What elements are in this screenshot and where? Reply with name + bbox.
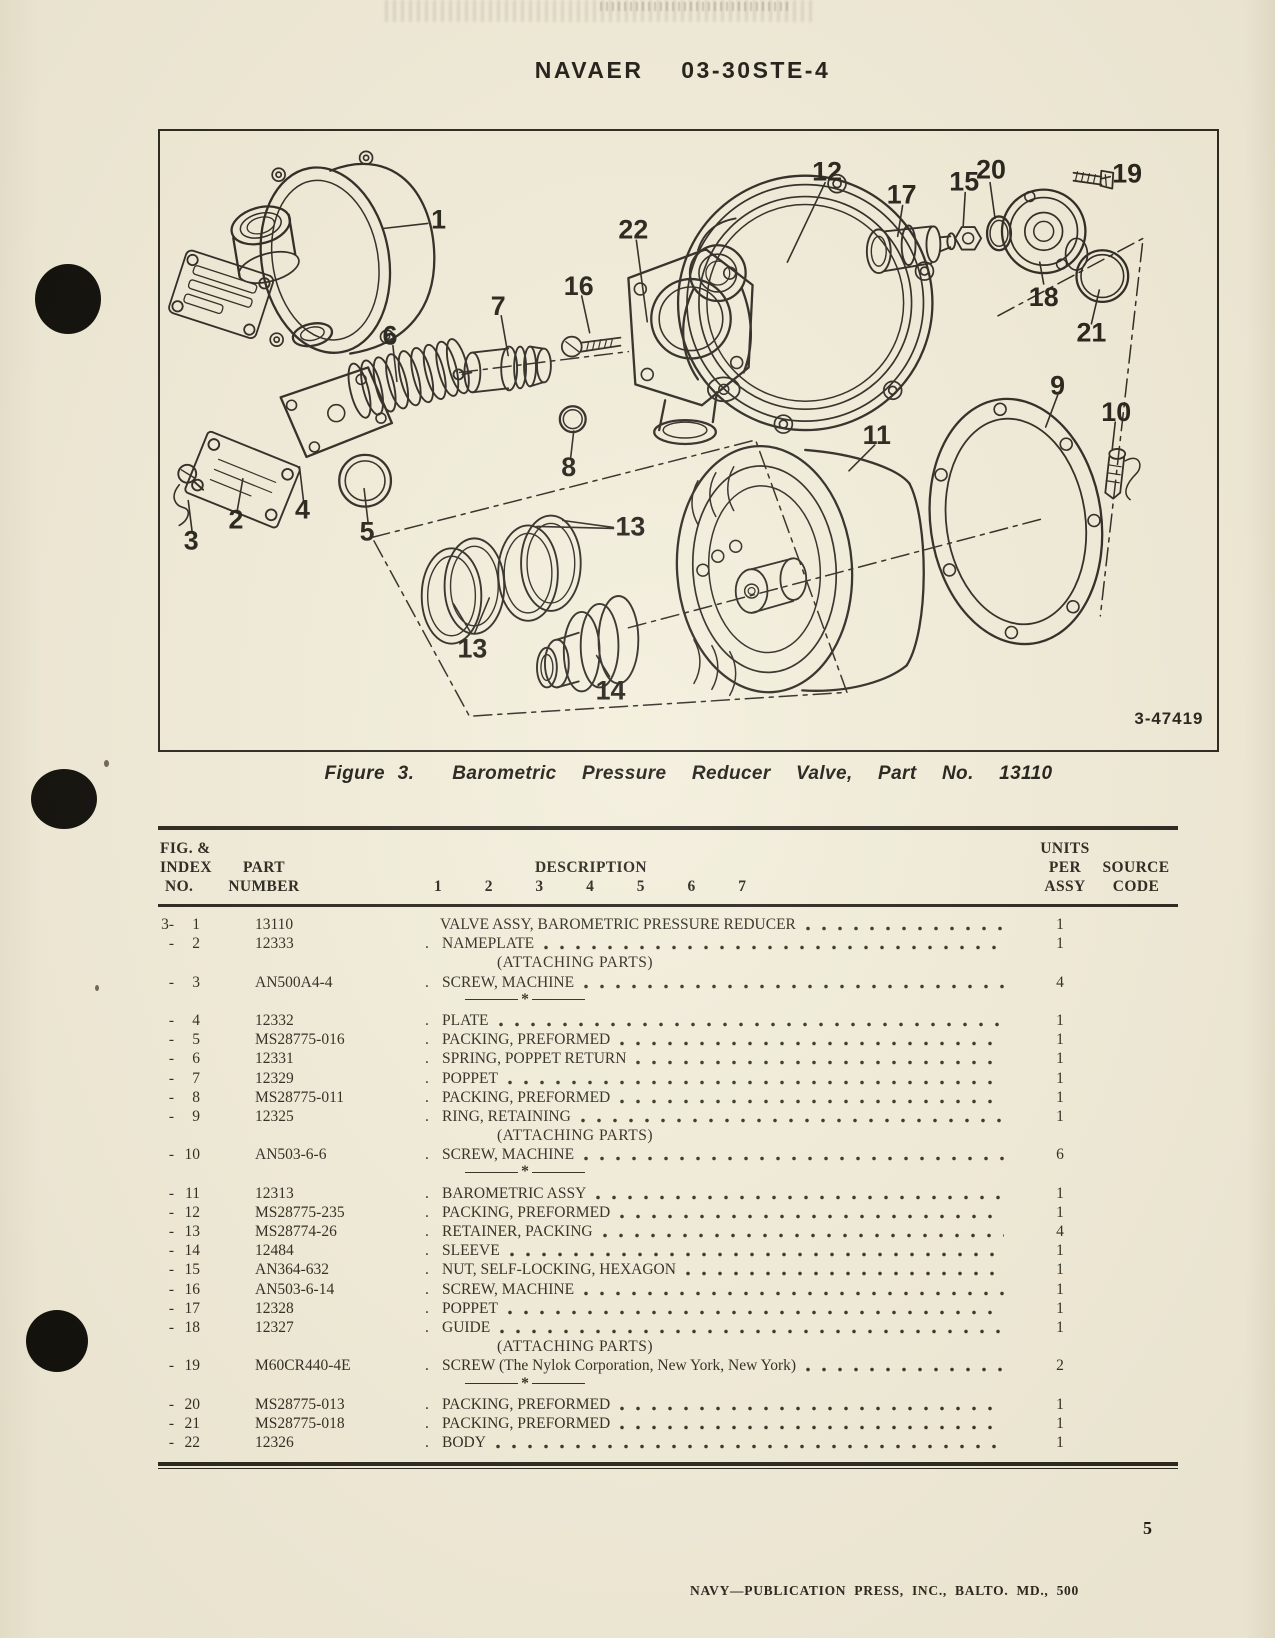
table-body — [158, 907, 1178, 1462]
part-gasket — [914, 388, 1118, 656]
dot-leader — [584, 984, 1004, 989]
cell-fig-index: - 17 — [168, 1299, 200, 1317]
cell-part-number: 12313 — [255, 1184, 294, 1202]
cell-units-per-assy: 1 — [1056, 1050, 1064, 1068]
cell-fig-index: - 15 — [168, 1261, 200, 1279]
table-row — [158, 1089, 1178, 1108]
cell-fig-index: - 21 — [168, 1414, 200, 1432]
cell-description: . RING, RETAINING — [420, 1108, 1010, 1126]
table-rule-bottom — [158, 1462, 1178, 1466]
cell-part-number: 12484 — [255, 1242, 294, 1260]
cell-description: . BODY — [420, 1434, 1010, 1452]
cell-fig-index: - 22 — [168, 1434, 200, 1452]
cell-part-number: MS28775-018 — [255, 1414, 345, 1432]
part-screw-19 — [1074, 171, 1114, 189]
part-oring-21 — [1076, 250, 1128, 302]
table-row — [158, 1012, 1178, 1031]
cell-description: . PACKING, PREFORMED — [420, 1031, 1010, 1049]
cell-fig-index: - 19 — [168, 1357, 200, 1375]
table-row — [158, 1434, 1178, 1453]
cell-description: . PACKING, PREFORMED — [420, 1089, 1010, 1107]
table-row — [158, 1223, 1178, 1242]
cell-separator — [420, 990, 1010, 1008]
column-header-fig-index: FIG. & INDEX NO. — [160, 839, 212, 895]
cell-units-per-assy: 1 — [1056, 1261, 1064, 1279]
cell-units-per-assy: 1 — [1056, 935, 1064, 953]
cell-description: . SCREW (The Nylok Corporation, New York, New York) — [420, 1357, 1010, 1375]
cell-part-number: MS28775-011 — [255, 1088, 344, 1106]
dot-leader — [499, 1022, 1005, 1027]
table-row-separator — [158, 1374, 1178, 1396]
table-row — [158, 1319, 1178, 1338]
cell-description: . PLATE — [420, 1012, 1010, 1030]
cell-fig-index: - 16 — [168, 1280, 200, 1298]
cell-part-number: 12328 — [255, 1299, 294, 1317]
callout-3: 3 — [183, 525, 199, 556]
cell-fig-index: - 12 — [168, 1203, 200, 1221]
callout-6: 6 — [382, 320, 398, 351]
cell-units-per-assy: 1 — [1056, 1184, 1064, 1202]
cell-description: . PACKING, PREFORMED — [420, 1415, 1010, 1433]
callout-13: 13 — [457, 633, 488, 664]
table-header — [158, 830, 1178, 904]
table-row — [158, 1185, 1178, 1204]
column-header-units-per-assy: UNITS PER ASSY — [1040, 839, 1090, 895]
cell-fig-index: - 6 — [168, 1050, 200, 1068]
dot-leader — [620, 1099, 1004, 1104]
dot-leader — [806, 926, 1004, 931]
cell-units-per-assy: 6 — [1056, 1146, 1064, 1164]
cell-units-per-assy: 1 — [1056, 1031, 1064, 1049]
part-oring-20 — [987, 216, 1011, 250]
cell-description: . PACKING, PREFORMED — [420, 1396, 1010, 1414]
cell-units-per-assy: 1 — [1056, 1242, 1064, 1260]
column-header-indent-levels: 1 2 3 4 5 6 7 — [434, 877, 747, 895]
table-row — [158, 1108, 1178, 1127]
cell-part-number: 12325 — [255, 1107, 294, 1125]
callout-5: 5 — [359, 516, 375, 547]
parts-list-table — [158, 826, 1178, 1466]
page-number: 5 — [1143, 1518, 1152, 1538]
table-row-separator — [158, 990, 1178, 1012]
table-row — [158, 1070, 1178, 1089]
table-row — [158, 916, 1178, 935]
cell-units-per-assy: 1 — [1056, 1203, 1064, 1221]
cell-part-number: MS28774-26 — [255, 1223, 337, 1240]
cell-units-per-assy: 1 — [1056, 1280, 1064, 1298]
cell-description: . RETAINER, PACKING — [420, 1223, 1010, 1241]
callout-13: 13 — [615, 511, 646, 542]
part-spring — [344, 337, 473, 420]
callout-12: 12 — [812, 156, 843, 187]
cell-units-per-assy: 2 — [1056, 1357, 1064, 1375]
cell-note: (ATTACHING PARTS) — [497, 1338, 654, 1356]
callout-14: 14 — [595, 675, 626, 706]
cell-units-per-assy: 4 — [1056, 1223, 1064, 1240]
paper-speck — [104, 760, 109, 767]
part-oring-8 — [560, 406, 586, 432]
callout-2: 2 — [228, 504, 244, 535]
cell-fig-index: - 14 — [168, 1242, 200, 1260]
cell-units-per-assy: 1 — [1056, 1318, 1064, 1336]
cell-part-number: MS28775-016 — [255, 1031, 345, 1049]
part-guide — [1002, 190, 1087, 273]
cell-part-number: 12332 — [255, 1011, 294, 1029]
cell-part-number: 12331 — [255, 1050, 294, 1068]
cell-description: . SCREW, MACHINE — [420, 1146, 1010, 1164]
dot-leader — [620, 1425, 1004, 1430]
cell-part-number: AN500A4-4 — [255, 973, 333, 991]
callout-9: 9 — [1050, 370, 1066, 401]
table-row — [158, 1146, 1178, 1165]
table-row — [158, 1031, 1178, 1050]
column-header-part-number: PART NUMBER — [228, 858, 300, 895]
dot-leader — [496, 1444, 1004, 1449]
printer-imprint-line: NAVY—PUBLICATION PRESS, INC., BALTO. MD., 500 — [690, 1583, 1079, 1598]
table-row — [158, 1050, 1178, 1069]
asterisk-separator: * — [465, 1377, 585, 1391]
cell-part-number: MS28775-013 — [255, 1395, 345, 1413]
cell-fig-index: - 20 — [168, 1395, 200, 1413]
cell-description: . SCREW, MACHINE — [420, 974, 1010, 992]
callout-22: 22 — [618, 214, 649, 245]
cell-fig-index: 3- 1 — [161, 916, 200, 933]
cell-units-per-assy: 4 — [1056, 973, 1064, 991]
dot-leader — [620, 1214, 1004, 1219]
cell-description: . SCREW, MACHINE — [420, 1281, 1010, 1299]
paper-speck — [95, 985, 99, 991]
table-row — [158, 1242, 1178, 1261]
cell-units-per-assy: 1 — [1056, 1069, 1064, 1087]
dot-leader — [806, 1367, 1004, 1372]
dot-leader — [620, 1406, 1004, 1411]
callout-11: 11 — [862, 419, 891, 450]
cell-fig-index: - 2 — [168, 935, 200, 953]
cell-fig-index: - 9 — [168, 1107, 200, 1125]
cell-description: . SPRING, POPPET RETURN — [420, 1050, 1010, 1068]
callout-8: 8 — [561, 451, 577, 482]
table-row-attaching-parts — [158, 1338, 1178, 1357]
cell-part-number: AN364-632 — [255, 1261, 330, 1279]
callout-leader-lines — [188, 177, 1115, 677]
table-row — [158, 1204, 1178, 1223]
callout-17: 17 — [886, 179, 917, 210]
dot-leader — [544, 945, 1004, 950]
cell-units-per-assy: 1 — [1056, 1011, 1064, 1029]
cell-units-per-assy: 1 — [1056, 1395, 1064, 1413]
dot-leader — [686, 1271, 1004, 1276]
column-header-description: DESCRIPTION — [534, 858, 648, 876]
cell-fig-index: - 8 — [168, 1088, 200, 1106]
figure-3-exploded-view — [158, 129, 1219, 752]
cell-description: . BAROMETRIC ASSY — [420, 1185, 1010, 1203]
cell-separator — [420, 1374, 1010, 1392]
callout-1: 1 — [431, 204, 447, 235]
part-cover-and-packing — [678, 175, 933, 433]
cell-units-per-assy: 1 — [1056, 1299, 1064, 1317]
dot-leader — [636, 1060, 1004, 1065]
cell-description: VALVE ASSY, BAROMETRIC PRESSURE REDUCER — [420, 916, 1010, 934]
cell-part-number: 12333 — [255, 935, 294, 953]
callout-18: 18 — [1028, 281, 1059, 312]
cell-fig-index: - 4 — [168, 1011, 200, 1029]
asterisk-separator: * — [465, 1165, 585, 1179]
dot-leader — [510, 1252, 1004, 1257]
dot-leader — [596, 1195, 1004, 1200]
cell-fig-index: - 18 — [168, 1318, 200, 1336]
cell-description: . POPPET — [420, 1300, 1010, 1318]
dot-leader — [620, 1041, 1004, 1046]
part-retainer-rings — [422, 516, 581, 644]
cell-part-number: 12329 — [255, 1069, 294, 1087]
dot-leader — [508, 1310, 1004, 1315]
column-header-source-code: SOURCE CODE — [1102, 858, 1170, 895]
dot-leader — [581, 1118, 1004, 1123]
callout-19: 19 — [1112, 158, 1143, 189]
table-row — [158, 1300, 1178, 1319]
table-row — [158, 935, 1178, 954]
cell-units-per-assy: 1 — [1056, 1414, 1064, 1432]
cell-description: . NUT, SELF-LOCKING, HEXAGON — [420, 1261, 1010, 1279]
part-nut — [955, 227, 981, 249]
table-row — [158, 974, 1178, 993]
dot-leader — [500, 1329, 1004, 1334]
table-row — [158, 1357, 1178, 1376]
cell-fig-index: - 7 — [168, 1069, 200, 1087]
binder-hole — [31, 769, 97, 829]
table-row-attaching-parts — [158, 1127, 1178, 1146]
table-row — [158, 1415, 1178, 1434]
cell-description: . GUIDE — [420, 1319, 1010, 1337]
callout-10: 10 — [1101, 397, 1132, 428]
part-screw-3 — [174, 465, 203, 526]
table-row — [158, 1281, 1178, 1300]
cell-part-number: 12327 — [255, 1318, 294, 1336]
cell-note: (ATTACHING PARTS) — [497, 1127, 654, 1145]
dot-leader — [603, 1233, 1004, 1238]
exploded-parts-diagram — [160, 131, 1217, 750]
cell-part-number: AN503-6-14 — [255, 1280, 335, 1298]
cell-description: . POPPET — [420, 1070, 1010, 1088]
cell-fig-index: - 10 — [168, 1146, 200, 1164]
cell-note: (ATTACHING PARTS) — [497, 954, 654, 972]
cell-separator — [420, 1165, 1010, 1179]
dot-leader — [584, 1156, 1004, 1161]
callout-20: 20 — [976, 154, 1006, 185]
cell-description: . PACKING, PREFORMED — [420, 1204, 1010, 1222]
cell-units-per-assy: 1 — [1056, 916, 1064, 933]
asterisk-separator: * — [465, 993, 585, 1007]
callout-4: 4 — [295, 494, 310, 525]
document-number-header: NAVAER 03-30STE-4 — [534, 57, 831, 83]
cell-part-number: M60CR440-4E — [255, 1357, 351, 1375]
figure-caption: Figure 3. Barometric Pressure Reducer Valve, Part No. 13110 — [324, 763, 1053, 784]
table-row — [158, 1396, 1178, 1415]
cell-description: . NAMEPLATE — [420, 935, 1010, 953]
drawing-number: 3-47419 — [1134, 709, 1204, 729]
table-row — [158, 1261, 1178, 1280]
table-row-attaching-parts — [158, 954, 1178, 973]
table-row-separator — [158, 1165, 1178, 1184]
callout-15: 15 — [949, 166, 980, 197]
cell-fig-index: - 11 — [168, 1184, 200, 1202]
cell-units-per-assy: 1 — [1056, 1107, 1064, 1125]
cell-fig-index: - 3 — [168, 973, 200, 991]
print-bleed-noise — [600, 2, 790, 11]
cell-part-number: MS28775-235 — [255, 1203, 345, 1221]
binder-hole — [26, 1310, 88, 1372]
dot-leader — [584, 1291, 1004, 1296]
cell-part-number: AN503-6-6 — [255, 1146, 327, 1164]
cell-part-number: 12326 — [255, 1434, 294, 1452]
callout-21: 21 — [1076, 317, 1107, 348]
cell-part-number: 13110 — [255, 916, 294, 933]
part-screw-10 — [1105, 449, 1140, 500]
callout-16: 16 — [563, 270, 594, 301]
dot-leader — [508, 1080, 1004, 1085]
binder-hole — [35, 264, 101, 334]
cell-fig-index: - 5 — [168, 1031, 200, 1049]
cell-description: . SLEEVE — [420, 1242, 1010, 1260]
part-barometric-assy — [669, 440, 924, 698]
cell-fig-index: - 13 — [168, 1223, 200, 1240]
cell-units-per-assy: 1 — [1056, 1434, 1064, 1452]
callout-7: 7 — [490, 290, 506, 321]
cell-units-per-assy: 1 — [1056, 1088, 1064, 1106]
